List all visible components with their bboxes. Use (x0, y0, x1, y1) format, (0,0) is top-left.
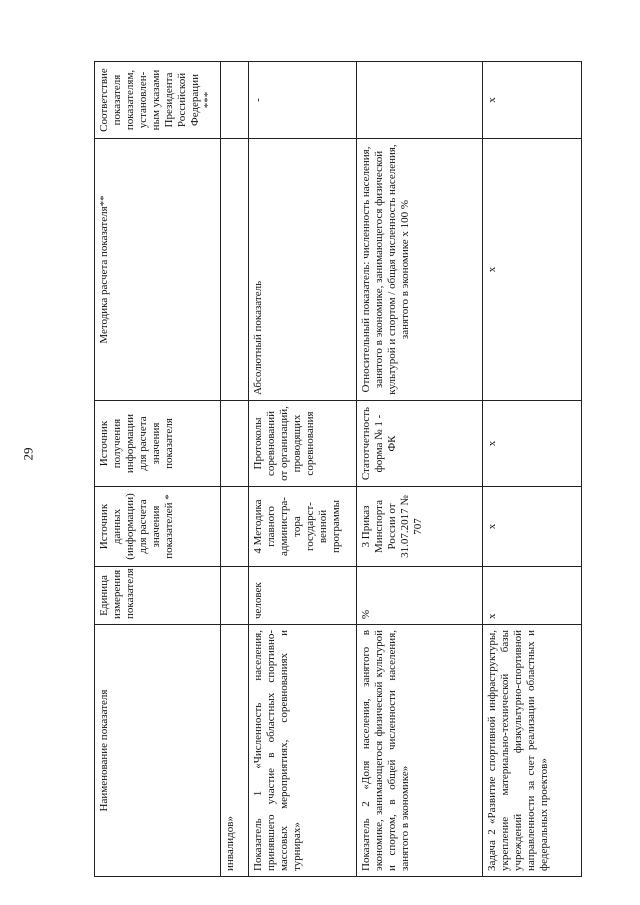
table-row (221, 62, 249, 877)
row-method: Относительный показатель: численность населения, занятого в экономике, занимающегося физической культурой и спортом / общая численность населения, занятого в экономике х 100 % (357, 139, 483, 401)
row-source: х (483, 487, 582, 567)
header-unit: Единица измерения показателя (95, 567, 221, 625)
table-row (357, 62, 483, 877)
row-name: инвалидов» (221, 625, 249, 877)
rotated-page (94, 62, 581, 877)
table-row (483, 62, 582, 877)
row-method: х (483, 139, 582, 401)
header-match: Соответствие показателя показателям, установлен-ным указами Президента Российской Федерации *** (95, 62, 221, 139)
header-info-source: Источник получения информации для расчета значения показателя (95, 401, 221, 487)
indicators-table (94, 61, 582, 877)
page-number: 29 (20, 447, 36, 461)
row-method: Абсолютный показатель (249, 139, 357, 401)
row-source: 4 Методика главного администра-тора государст-венной программы (249, 487, 357, 567)
row-name: Показатель 2 «Доля населения, занятого в экономике, занимающегося физической культурой и спортом, в общей численности населения, занятого в экономике» (357, 625, 483, 877)
header-method: Методика расчета показателя** (95, 139, 221, 401)
row-info: Протоколы соревнований от организаций, проводящих соревнования (249, 401, 357, 487)
row-method (221, 139, 249, 401)
row-source: 3 Приказ Минспорта России от 31.07.2017 № 707 (357, 487, 483, 567)
row-info: Статотчетность форма № 1 - ФК (357, 401, 483, 487)
row-name: Задача 2 «Развитие спортивной инфраструктуры, укрепление материально-технической базы учреждений физкультурно-спортивной направленности за счет реализации областных и федеральных проектов» (483, 625, 582, 877)
row-unit: человек (249, 567, 357, 625)
row-info: х (483, 401, 582, 487)
row-match: - (249, 62, 357, 139)
row-name: Показатель 1 «Численность населения, принявшего участие в областных спортивно-массовых мероприятиях, соревнованиях и турнирах» (249, 625, 357, 877)
row-match (357, 62, 483, 139)
header-name: Наименование показателя (95, 625, 221, 877)
row-source (221, 487, 249, 567)
row-unit (221, 567, 249, 625)
row-match (221, 62, 249, 139)
row-info (221, 401, 249, 487)
row-unit: х (483, 567, 582, 625)
header-source: Источник данных (информации) для расчета значения показателей * (95, 487, 221, 567)
row-match: х (483, 62, 582, 139)
row-unit: % (357, 567, 483, 625)
table-header-row (95, 62, 221, 877)
table-row (249, 62, 357, 877)
